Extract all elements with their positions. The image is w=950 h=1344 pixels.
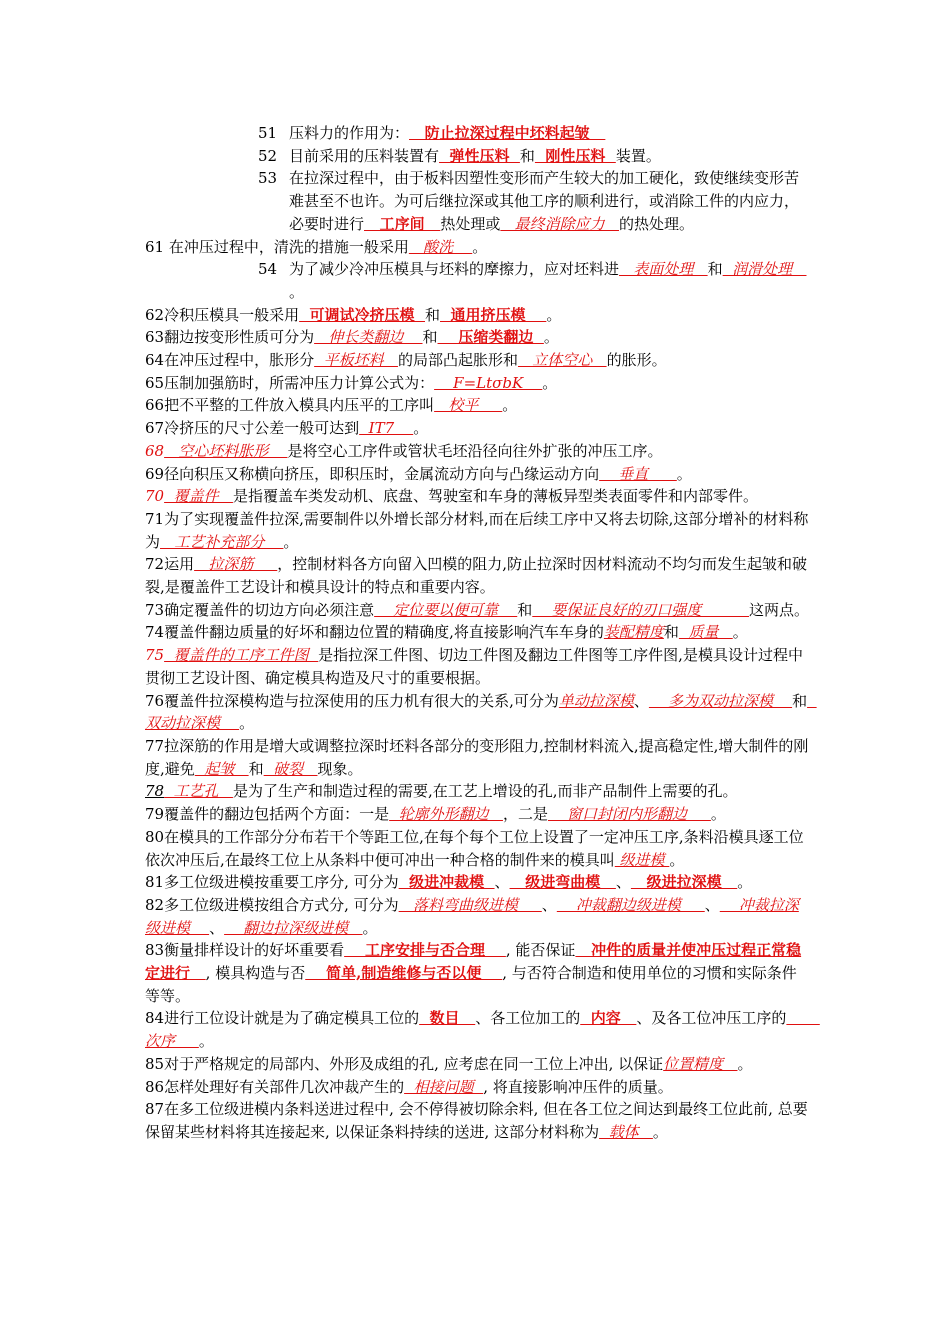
- question-text: 热处理或: [440, 214, 501, 233]
- question-text: 在拉深过程中，由于板料因塑性变形而产生较大的加工硬化，致使继续变形苦难甚至不也许。为可后继拉深或其他工序的顺利进行，或消除工件的内应力，必要时进行: [289, 169, 800, 233]
- question-text: 。: [472, 237, 488, 256]
- question-text: 在冲压过程中，清洗的措施一般采用: [164, 237, 409, 256]
- question-text: , 与否符合制造和使用单位的习惯和实际条件等等。: [145, 964, 797, 1005]
- question-text: 覆盖件拉深模构造与拉深使用的压力机有很大的关系,可分为: [164, 691, 559, 710]
- question-text: 冷挤压的尺寸公差一般可达到: [164, 419, 360, 438]
- question-79: [145, 803, 810, 826]
- question-85: [145, 1053, 810, 1076]
- answer-blank: 质量: [678, 623, 733, 642]
- question-text: 拉深筋的作用是增大或调整拉深时坯料各部分的变形阻力,控制材料流入,提高稳定性,增大制件的刚度,避免: [145, 736, 809, 778]
- question-text: 多工位级进模按重要工序分, 可分为: [164, 873, 399, 892]
- question-81: [145, 871, 810, 894]
- answer-blank: 定位要以便可靠: [374, 600, 518, 619]
- answer-blank: 工序间: [364, 214, 441, 233]
- question-text: , 将直接影响冲压件的质量。: [483, 1077, 673, 1096]
- question-68: [145, 440, 810, 463]
- answer-blank: 载体: [599, 1122, 653, 1141]
- answer-blank: 数目: [419, 1009, 476, 1028]
- question-82: [145, 894, 810, 939]
- answer-blank: 级进冲裁模: [398, 873, 495, 892]
- question-number: 85: [145, 1054, 165, 1073]
- answer-blank: 垂直: [599, 464, 677, 483]
- answer-blank: 校平: [434, 396, 503, 415]
- question-text: 、: [704, 895, 720, 914]
- answer-blank: 双动拉深模: [145, 691, 817, 733]
- question-75: [145, 644, 810, 689]
- question-text: 现象。: [317, 759, 363, 778]
- question-number: 66: [145, 396, 165, 415]
- answer-blank: 表面处理: [619, 260, 708, 279]
- question-number: 80: [145, 827, 165, 846]
- question-80: [145, 826, 810, 871]
- question-text: 和: [517, 600, 533, 619]
- answer-blank: 内容: [580, 1009, 637, 1028]
- question-text: 把不平整的工件放入模具内压平的工序叫: [164, 396, 435, 415]
- question-text: 压制加强筋时，所需冲压力计算公式为：: [164, 373, 435, 392]
- question-text: 。: [502, 396, 518, 415]
- question-number: 75: [145, 646, 165, 665]
- question-text: 。: [737, 1054, 753, 1073]
- question-text: 为了减少冷冲压模具与坯料的摩擦力，应对坯料进: [289, 260, 620, 279]
- answer-blank: 覆盖件: [164, 487, 233, 506]
- question-65: [145, 372, 810, 395]
- question-text: 。: [543, 328, 559, 347]
- question-text: 在冲压过程中，胀形分: [164, 351, 315, 370]
- question-text: 为了实现覆盖件拉深,需要制件以外增长部分材料,而在后续工序中又将去切除,这部分增补的材料称为: [145, 509, 809, 551]
- question-text: 、: [209, 918, 225, 937]
- answer-blank: 简单,制造维修与否以便: [305, 964, 503, 983]
- question-71: [145, 508, 810, 553]
- question-67: [145, 417, 810, 440]
- question-number: 63: [145, 328, 165, 347]
- question-number: 72: [145, 555, 165, 574]
- question-text: 翻边按变形性质可分为: [164, 328, 315, 347]
- question-text: 和: [425, 305, 441, 324]
- question-66: [145, 394, 810, 417]
- answer-blank: IT7: [359, 419, 414, 438]
- question-53: [145, 167, 810, 235]
- answer-blank: 级进弯曲模: [509, 873, 616, 892]
- question-text: 在模具的工作部分分布若干个等距工位,在每个每个工位上设置了一定冲压工序,条料沿模具逐工位依次冲压后,在最终工位上从条料中便可冲出一种合格的制件来的模具叫: [145, 827, 804, 869]
- answer-blank: 轮廓外形翻边: [389, 805, 503, 824]
- question-text: 。: [413, 419, 429, 438]
- answer-blank: 位置精度: [663, 1054, 738, 1073]
- question-number: 73: [145, 600, 165, 619]
- question-number: 69: [145, 464, 165, 483]
- question-text: 和: [248, 759, 264, 778]
- question-text: 进行工位设计就是为了确定模具工位的: [164, 1009, 420, 1028]
- answer-blank: 冲裁翻边级进模: [556, 895, 705, 914]
- answer-blank: 落料弯曲级进模: [398, 895, 542, 914]
- answer-blank: 酸洗: [408, 237, 473, 256]
- answer-blank: 防止拉深过程中坯料起皱: [409, 124, 606, 142]
- question-86: [145, 1076, 810, 1099]
- question-text: 、: [541, 895, 557, 914]
- question-text: 。: [732, 623, 748, 642]
- question-51: [145, 122, 810, 145]
- answer-blank: 翻边拉深级进模: [224, 918, 363, 937]
- question-text: 。: [362, 918, 378, 937]
- question-number: 74: [145, 623, 165, 642]
- question-text: 目前采用的压料装置有: [289, 146, 440, 165]
- question-text: 和: [422, 328, 438, 347]
- answer-blank: 装配精度: [603, 623, 664, 642]
- question-number: 53: [258, 169, 278, 188]
- question-text: 。: [546, 305, 562, 324]
- answer-blank: 平板坯料: [314, 351, 398, 370]
- question-number: 62: [145, 305, 165, 324]
- question-70: [145, 485, 810, 508]
- question-72: [145, 553, 810, 598]
- question-74: [145, 621, 810, 644]
- question-text: 这两点。: [749, 600, 810, 619]
- question-text: 和: [707, 260, 723, 279]
- answer-blank: 要保证良好的刃口强度: [532, 600, 750, 619]
- question-text: 。: [676, 464, 692, 483]
- answer-blank: 工艺补充部分: [160, 532, 284, 551]
- question-text: 径向积压又称横向挤压，即积压时，金属流动方向与凸缘运动方向: [164, 464, 600, 483]
- question-text: 的局部凸起胀形和: [397, 351, 518, 370]
- answer-blank: 覆盖件的工序工件图: [164, 646, 319, 665]
- question-number: 76: [145, 691, 165, 710]
- question-text: 是指覆盖车类发动机、底盘、驾驶室和车身的薄板异型类表面零件和内部零件。: [232, 487, 758, 506]
- question-number: 78: [145, 782, 165, 801]
- question-text: 。: [239, 714, 255, 733]
- answer-blank: 最终消除应力: [500, 214, 619, 233]
- question-number: 61: [145, 237, 165, 256]
- question-text: 和: [663, 623, 679, 642]
- answer-blank: 空心坯料胀形: [164, 441, 288, 460]
- question-77: [145, 735, 810, 780]
- document-body: [145, 122, 820, 1144]
- question-text: 确定覆盖件的切边方向必须注意: [164, 600, 375, 619]
- question-84: [145, 1007, 820, 1052]
- question-number: 79: [145, 805, 165, 824]
- answer-blank: 单动拉深模: [558, 691, 634, 710]
- question-text: 冷积压模具一般采用: [164, 305, 300, 324]
- question-64: [145, 349, 810, 372]
- question-text: 、: [615, 873, 631, 892]
- answer-blank: 冲件的质量并使冲压过程正常稳定进行: [145, 941, 802, 983]
- answer-blank: 拉深筋: [194, 555, 278, 574]
- question-number: 81: [145, 873, 165, 892]
- question-text: 的热处理。: [618, 214, 694, 233]
- answer-blank: 伸长类翻边: [314, 328, 423, 347]
- question-text: 和: [792, 691, 808, 710]
- question-text: 的胀形。: [606, 351, 667, 370]
- answer-blank: 多为双动拉深模: [648, 691, 793, 710]
- question-83: [145, 939, 810, 1007]
- question-number: 70: [145, 487, 165, 506]
- question-text: 和: [519, 146, 535, 165]
- question-text: 是指拉深工件图、切边工件图及翻边工件图等工序件图,是模具设计过程中贯彻工艺设计图、确定模具构造及尺寸的重要根据。: [145, 646, 803, 687]
- question-text: 。: [283, 532, 299, 551]
- question-text: 覆盖件翻边质量的好坏和翻边位置的精确度,将直接影响汽车车身的: [164, 623, 604, 642]
- question-text: 。: [737, 873, 753, 892]
- question-52: [145, 145, 810, 168]
- answer-blank: 工序安排与否合理: [344, 941, 506, 960]
- answer-blank: F=LtσbK: [434, 373, 543, 392]
- question-text: ，控制材料各方向留入凹模的阻力,防止拉深时因材料流动不均匀而发生起皱和破裂,是覆盖件工艺设计和模具设计的特点和重要内容。: [145, 555, 808, 597]
- question-text: 是将空心工序件或管状毛坯沿径向往外扩张的冲压工序。: [287, 441, 663, 460]
- question-number: 82: [145, 895, 165, 914]
- question-number: 77: [145, 736, 165, 755]
- question-63: [145, 326, 810, 349]
- question-text: 运用: [164, 555, 195, 574]
- question-78: [145, 780, 810, 803]
- question-text: 压料力的作用为：: [289, 124, 410, 142]
- answer-blank: 级进模: [614, 850, 670, 869]
- question-text: 、: [633, 691, 649, 710]
- question-number: 65: [145, 373, 165, 392]
- question-text: 在多工位级进模内条料送进过程中, 会不停得被切除余料, 但在各工位之间达到最终工位此前, 总要保留某些材料将其连接起来, 以保证条料持续的送进, 这部分材料称为: [145, 1100, 808, 1141]
- question-73: [145, 599, 810, 622]
- answer-blank: 冲裁拉深级进模: [145, 895, 799, 937]
- question-text: 是为了生产和制造过程的需要,在工艺上增设的孔,而非产品制件上需要的孔。: [232, 782, 738, 801]
- question-text: , 模具构造与否: [205, 964, 306, 983]
- question-text: 、及各工位冲压工序的: [636, 1009, 787, 1028]
- question-text: 怎样处理好有关部件几次冲裁产生的: [164, 1077, 405, 1096]
- question-text: , 能否保证: [505, 941, 576, 960]
- question-62: [145, 304, 810, 327]
- answer-blank: 相接问题: [404, 1077, 484, 1096]
- question-text: 多工位级进模按组合方式分, 可分为: [164, 895, 399, 914]
- answer-blank: 立体空心: [517, 351, 607, 370]
- answer-blank: 工艺孔: [164, 782, 233, 801]
- question-number: 67: [145, 419, 165, 438]
- question-text: 。: [542, 373, 558, 392]
- question-number: 51: [258, 124, 278, 142]
- question-text: 。: [652, 1122, 668, 1141]
- question-69: [145, 463, 810, 486]
- answer-blank: 润滑处理: [722, 260, 807, 279]
- answer-blank: 通用挤压模: [440, 305, 547, 324]
- question-number: 68: [145, 441, 165, 460]
- question-text: 对于严格规定的局部内、外形及成组的孔, 应考虑在同一工位上冲出, 以保证: [164, 1054, 664, 1073]
- question-76: [145, 690, 817, 735]
- question-number: 52: [258, 146, 278, 165]
- question-number: 86: [145, 1077, 165, 1096]
- question-text: 覆盖件的翻边包括两个方面：一是: [164, 805, 390, 824]
- answer-blank: 窗口封闭内形翻边: [547, 805, 711, 824]
- answer-blank: 刚性压料: [534, 146, 616, 165]
- question-text: 、: [494, 873, 510, 892]
- answer-blank: 压缩类翻边: [437, 328, 544, 347]
- question-number: 87: [145, 1100, 165, 1119]
- question-text: 、各工位加工的: [475, 1009, 581, 1028]
- answer-blank: 起皱: [194, 759, 249, 778]
- question-number: 83: [145, 941, 165, 960]
- question-text: 。: [669, 850, 685, 869]
- answer-blank: 次序: [145, 1009, 820, 1051]
- answer-blank: 弹性压料: [439, 146, 520, 165]
- question-text: 。: [710, 805, 726, 824]
- question-text: 。: [198, 1032, 214, 1051]
- question-number: 84: [145, 1009, 165, 1028]
- question-87: [145, 1098, 810, 1143]
- question-61: [145, 236, 810, 259]
- question-number: 71: [145, 509, 165, 528]
- answer-blank: 级进拉深模: [630, 873, 738, 892]
- question-number: 64: [145, 351, 165, 370]
- question-text: 装置。: [615, 146, 661, 165]
- answer-blank: 破裂: [263, 759, 318, 778]
- question-text: 衡量排样设计的好坏重要看: [164, 941, 345, 960]
- question-54: [145, 258, 810, 303]
- question-text: 。: [289, 282, 305, 301]
- question-text: ，二是: [502, 805, 548, 824]
- question-number: 54: [258, 260, 278, 279]
- answer-blank: 可调试冷挤压模: [299, 305, 425, 324]
